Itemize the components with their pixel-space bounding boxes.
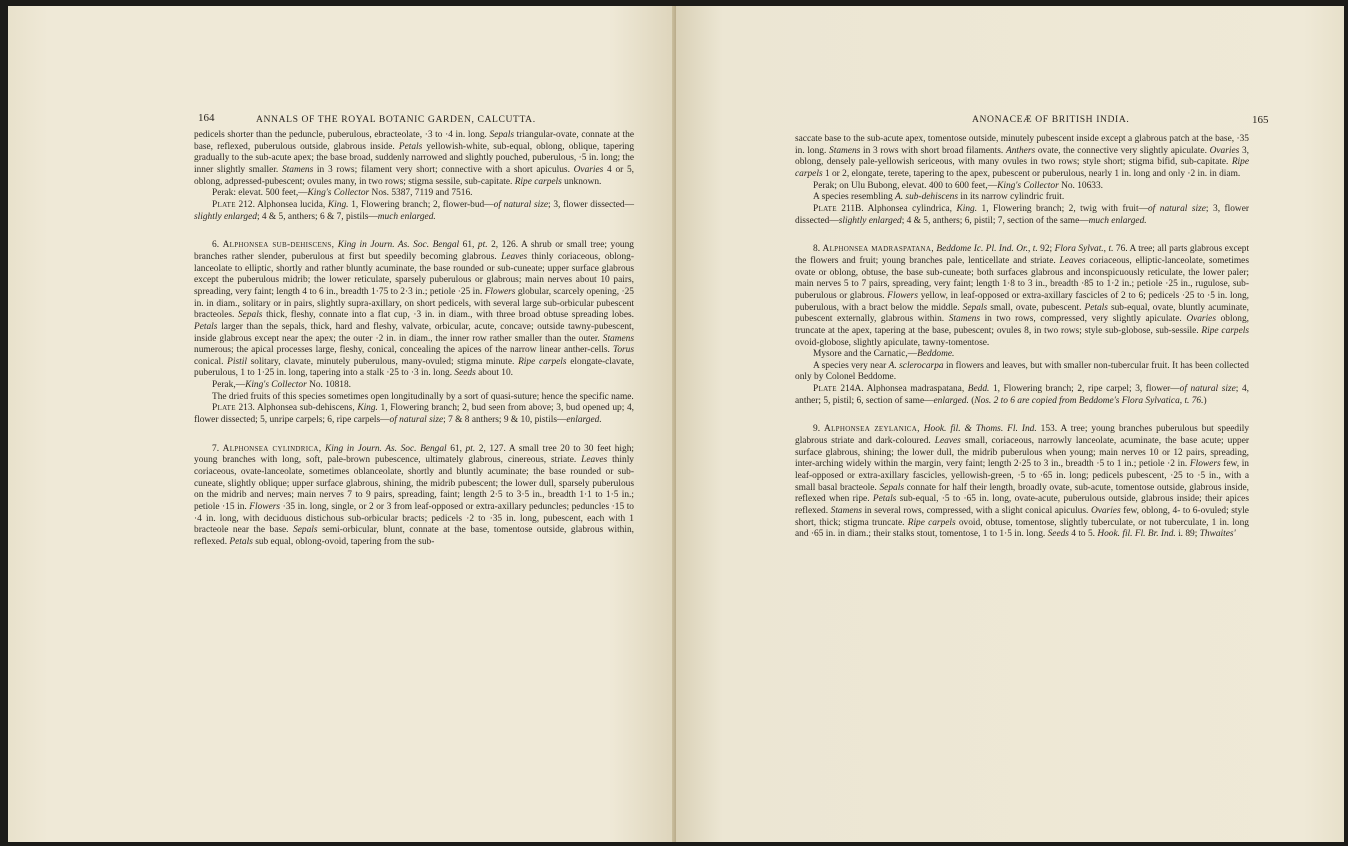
text-run: No. 10818.	[306, 380, 352, 391]
text-run: ,	[1103, 244, 1109, 255]
italic-text: Hook. fil. Fl. Br. Ind.	[1097, 529, 1176, 540]
italic-text: Hook. fil. & Thoms. Fl. Ind.	[923, 424, 1037, 435]
text-run: thinly coriaceous, ovate-lanceolate, sometimes oblanceolate, shortly and bluntly acuminate; the base rounded or sub-cuneate, slightly oblique; upper surface glabrous, shining, the midrib pubescent; the lower dull, sparsely puberulous on the midrib and nerves; main nerves 7 to 9 pairs, spreading, faint; length 2·5 to 3·5 in., breadth 1·1 to 1·5 in.; petiole ·15 in.	[194, 455, 634, 513]
text-run: thinly coriaceous, oblong-lanceolate to elliptic, shortly and rather bluntly acuminate, the base rounded or sub-cuneate; upper surface glabrous except the puberulous midrib; the lower reticulate, sparsely puberulous or glabrous; main nerves about 10 pairs, spreading, very faint; length 4 to 6 in., breadth 1·75 to 2·3 in.; petiole ·25 in.	[194, 251, 634, 297]
italic-text: pt.	[465, 443, 476, 454]
italic-text: Sepals	[237, 310, 263, 321]
italic-text: A. sclerocarpa	[888, 360, 944, 371]
page-number: 165	[1252, 114, 1269, 126]
text-run: Nos. 5387, 7119 and 7516.	[369, 188, 473, 199]
text-run: ; 7 & 8 anthers; 9 & 10, pistils—	[443, 415, 567, 426]
italic-text: Beddome.	[917, 349, 955, 360]
text-run: saccate base to the sub-acute apex, tomentose outside, minutely pubescent inside except a glabrous patch at the base, ·35 in. long.	[795, 134, 1249, 156]
italic-text: Ripe carpels	[514, 176, 562, 187]
text-run: 9.	[813, 424, 825, 435]
text-run: Mysore and the Carnatic,—	[813, 349, 918, 360]
text-run: triangular-ovate, connate at the base, reflexed, puberulous outside, glabrous inside.	[194, 130, 634, 152]
paragraph	[194, 380, 634, 392]
italic-text: Leaves	[581, 455, 608, 466]
page-number: 164	[198, 112, 215, 124]
text-run: 153. A tree; young branches puberulous but speedily glabrous striate and dark-coloured.	[795, 424, 1250, 447]
italic-text: King in Journ. As. Soc. Bengal	[337, 240, 460, 251]
book-spread	[8, 6, 1344, 842]
italic-text: slightly enlarged	[838, 215, 902, 226]
text-run: 76. A tree; all parts glabrous except the flowers and fruit; young branches pale, lenticellate and striate.	[795, 244, 1250, 266]
italic-text: Seeds	[1047, 529, 1069, 540]
italic-text: of natural size	[389, 415, 444, 426]
text-run: in several rows, compressed, with a slight conical apiculus.	[861, 506, 1091, 517]
paragraph	[795, 349, 1249, 361]
text-run: about 10.	[475, 368, 513, 379]
text-run: A species resembling	[813, 192, 896, 203]
text-run: globular, scarcely opening, ·25 in. in diam., solitary or in pairs, slightly supra-axillary, on short pedicels, with several large sub-orbicular pubescent bracteoles.	[194, 286, 634, 321]
text-run: 1, Flowering branch; 2, bud seen from above; 3, bud opened up; 4, flower dissected; 5, unripe carpels; 6, ripe carpels—	[194, 403, 635, 426]
text-run: small, coriaceous, narrowly lanceolate, acuminate, the base acute; upper surface glabrous, shining; the lower dull, the midrib puberulous when young; main nerves 10 or 12 pairs, spreading, inter-arching widely within the margin, very faint; length 2·25 to 3 in., breadth ·5 to 1 in.; petiole ·2 in.	[795, 436, 1250, 470]
text-run: semi-orbicular, blunt, connate at the base, tomentose outside, glabrous within, reflexed.	[194, 525, 635, 547]
paragraph	[795, 192, 1249, 204]
text-run: 211B. Alphonsea cylindrica,	[836, 203, 957, 214]
italic-text: much enlarged.	[1088, 215, 1147, 226]
text-run: few, oblong, 4- to 6-ovuled; style short, thick; stigma truncate.	[795, 506, 1249, 528]
italic-text: Ripe carpels	[795, 157, 1249, 179]
italic-text: King in Journ. As. Soc. Bengal	[324, 443, 447, 454]
italic-text: Flowers	[887, 290, 918, 301]
paragraph	[795, 181, 1249, 193]
text-run: A species very near	[813, 360, 889, 371]
paragraph	[795, 424, 1249, 541]
running-header: ANONACEÆ OF BRITISH INDIA.	[972, 114, 1130, 125]
italic-text: Flora Sylvat.	[1054, 244, 1104, 255]
text-run: ·35 in. long, single, or 2 or 3 from leaf-opposed or extra-axillary peduncles; peduncles ·15 to ·4 in. long, with deciduous distichous sub-orbicular bracts; pedicels ·2 to ·35 in. long, pubescent, each with 1 bracteole near the base.	[194, 502, 634, 536]
small-caps-text: Alphonsea cylindrica,	[222, 443, 322, 454]
paragraph	[194, 403, 634, 426]
italic-text: Bedd.	[967, 384, 990, 395]
text-run: ; 4, anther; 5, pistil; 6, section of same—	[795, 384, 1249, 406]
paragraph	[194, 130, 634, 188]
page-body	[194, 130, 634, 549]
italic-text: Leaves	[1059, 255, 1086, 266]
left-page	[8, 6, 676, 842]
paragraph	[795, 134, 1249, 181]
italic-text: King's Collector	[307, 188, 370, 199]
italic-text: Stamens	[281, 164, 314, 175]
text-run: solitary, clavate, minutely puberulous, many-ovuled; stigma minute.	[246, 356, 519, 367]
italic-text: Petals	[229, 537, 253, 547]
text-run: sub-equal, ·5 to ·65 in. long, ovate-acute, puberulous outside, glabrous inside; their apices reflexed.	[795, 494, 1249, 517]
text-run: 7.	[212, 443, 223, 454]
italic-text: Stamens	[948, 314, 980, 325]
italic-text: Torus	[612, 345, 634, 356]
text-run: sub equal, oblong-ovoid, tapering from the sub-	[252, 537, 435, 547]
paragraph	[194, 240, 634, 380]
italic-text: enlarged.	[566, 415, 602, 426]
paragraph	[795, 384, 1249, 407]
italic-text: Leaves	[501, 251, 528, 262]
text-run: ; 4 & 5, anthers; 6, pistil; 7, section of the same—	[901, 215, 1089, 226]
italic-text: Flowers	[249, 502, 281, 513]
italic-text: pt.	[477, 240, 488, 251]
italic-text: t.	[1032, 244, 1038, 255]
italic-text: Ovaries	[1186, 314, 1216, 325]
text-run: larger than the sepals, thick, hard and fleshy, valvate, orbicular, acute, concave; outside tawny-pubescent, inside glabrous except near the apex; the outer ·2 in. in diam., the inner row rather smaller than the outer.	[194, 321, 634, 344]
text-run: conical.	[194, 356, 228, 367]
text-run: ovoid-globose, slightly apiculate, tawny-tomentose.	[795, 337, 990, 348]
italic-text: Beddome Ic. Pl. Ind. Or.	[936, 244, 1028, 255]
text-run: 2, 126. A shrub or small tree; young branches rather slender, puberulous at first but speedily becoming glabrous.	[194, 240, 634, 262]
page-body	[795, 134, 1249, 541]
text-run: ovate, the connective very slightly apiculate.	[1035, 145, 1210, 156]
text-run: 2, 127. A small tree 20 to 30 feet high; young branches with long, soft, pale-brown pubescence, ultimately glabrous, cinereous, striate.	[194, 443, 634, 466]
text-run: oblong, truncate at the apex, tapering at the base, pubescent; ovules 8, in two rows; style sub-globose, sub-sessile.	[795, 314, 1249, 336]
text-run: coriaceous, elliptic-lanceolate, sometimes ovate or oblong, obtuse, the base sub-cuneate; both surfaces glabrous and inconspicuously reticulate, the lower paler; main nerves 5 to 7 pairs, spreading, very faint; length 1·8 to 3 in., breadth ·85 to 1·2 in.; petiole ·25 in., rugulose, sub-puberulous or glabrous.	[795, 255, 1249, 301]
text-run: i. 89;	[1175, 529, 1200, 540]
text-run: ; 3, flower dissected—	[548, 199, 634, 210]
italic-text: A. sub-dehiscens	[895, 192, 959, 203]
running-header: ANNALS OF THE ROYAL BOTANIC GARDEN, CALCUTTA.	[256, 114, 536, 125]
italic-text: of natural size	[493, 199, 549, 210]
italic-text: Ripe carpels	[518, 356, 567, 367]
italic-text: Ovaries	[1090, 506, 1121, 517]
italic-text: much enlarged.	[377, 211, 436, 222]
text-run: The dried fruits of this species sometimes open longitudinally by a sort of quasi-suture; hence the specific name.	[212, 391, 634, 402]
text-run: ; 3, flower dissected—	[795, 203, 1249, 226]
text-run: 3, oblong, densely pale-yellowish sericeous, with many ovules in two rows; style short; stigma bifid, sub-capitate.	[795, 145, 1250, 168]
right-page	[676, 6, 1344, 842]
italic-text: Seeds	[454, 368, 476, 379]
text-run: ,	[1027, 244, 1033, 255]
italic-text: Flowers	[484, 286, 516, 297]
italic-text: King's Collector	[245, 380, 307, 391]
text-run: yellow, in leaf-opposed or extra-axillary fascicles of 2 to 6; pedicels ·25 to ·5 in. long, puberulous, with a bract below the middle.	[795, 290, 1249, 313]
italic-text: Sepals	[293, 525, 318, 536]
text-run: few, in leaf-opposed or extra-axillary fascicles, yellowish-green, ·5 to ·65 in. long; pedicels pubescent, ·25 to ·5 in., with a small basal bracteole.	[795, 459, 1249, 493]
text-run: in flowers and leaves, but with smaller non-tubercular fruit. It has been collected only by Colonel Beddome.	[795, 360, 1249, 383]
text-run: 213. Alphonsea sub-dehiscens,	[235, 403, 358, 414]
italic-text: Nos. 2 to 6 are copied from Beddome's Flora Sylvatica, t. 76.	[974, 395, 1204, 406]
small-caps-text: Plate	[813, 384, 837, 395]
text-run: 1, Flowering branch; 2, ripe carpel; 3, flower—	[989, 384, 1180, 395]
text-run: ovoid, obtuse, tomentose, slightly tuberculate, or not tuberculate, 1 in. long and ·65 in. in diam.; their stalks stout, tomentose, 1 to 1·5 in. long.	[795, 517, 1249, 540]
paragraph	[194, 444, 634, 549]
italic-text: Ovaries	[573, 164, 604, 175]
small-caps-text: Plate	[212, 199, 236, 210]
italic-text: Sepals	[489, 130, 514, 140]
paragraph	[194, 200, 634, 223]
text-run: 92;	[1037, 244, 1055, 255]
italic-text: Stamens	[830, 506, 862, 517]
text-run: 8.	[813, 244, 823, 255]
paragraph	[795, 361, 1249, 384]
text-run: 1 or 2, elongate, terete, tapering to the apex, pubescent or puberulous, nearly 1 in. long and only ·2 in. in diam.	[822, 168, 1241, 179]
text-run: 61,	[446, 443, 466, 454]
text-run: in 3 rows; filament very short; connective with a short apiculus.	[313, 164, 574, 175]
italic-text: King.	[357, 403, 378, 414]
text-run: Perak,—	[212, 380, 246, 391]
text-run: 6.	[212, 240, 223, 251]
text-run: 4 to 5.	[1068, 529, 1098, 540]
text-run: unknown.	[561, 176, 602, 187]
italic-text: Pistil	[227, 356, 247, 367]
text-run: small, ovate, pubescent.	[987, 302, 1085, 313]
text-run: elongate-clavate, puberulous, 1 to 1·25 in. long, tapering into a stalk ·25 to ·3 in. long.	[194, 356, 635, 379]
text-run: Perak: elevat. 500 feet,—	[212, 188, 308, 199]
text-run: thick, fleshy, connate into a flat cup, ·3 in. in diam., with three broad obtuse spreading lobes.	[262, 310, 634, 321]
paragraph	[194, 188, 634, 200]
text-run: yellowish-white, sub-equal, oblong, oblique, tapering gradually to the sub-acute apex; the base broad, suddenly narrowed and slightly pouched, puberulous, ·5 in. long; the inner slightly smaller.	[194, 141, 635, 175]
paragraph	[194, 392, 634, 404]
italic-text: King's Collector	[997, 180, 1059, 191]
small-caps-text: Alphonsea sub-dehiscens,	[222, 240, 335, 251]
text-run: in 3 rows with short broad filaments.	[860, 145, 1006, 156]
text-run: Perak; on Ulu Bubong, elevat. 400 to 600 feet,—	[813, 180, 998, 191]
italic-text: of natural size	[1179, 384, 1236, 395]
italic-text: Stamens	[829, 145, 861, 156]
italic-text: of natural size	[1147, 203, 1206, 214]
italic-text: Leaves	[934, 436, 961, 447]
italic-text: t.	[1108, 244, 1114, 255]
text-run: )	[1203, 395, 1207, 406]
italic-text: King.	[956, 203, 978, 214]
small-caps-text: Plate	[212, 403, 236, 414]
italic-text: Thwaites'	[1199, 529, 1236, 540]
small-caps-text: Alphonsea madraspatana,	[822, 244, 934, 255]
italic-text: enlarged.	[933, 395, 969, 406]
italic-text: Petals	[1084, 302, 1108, 313]
italic-text: Petals	[194, 321, 218, 332]
paragraph	[795, 244, 1249, 349]
text-run: connate for half their length, broadly ovate, sub-acute, tomentose outside, glabrous inside, reflexed when ripe.	[795, 482, 1249, 505]
italic-text: Sepals	[962, 302, 988, 313]
text-run: in two rows, compressed, very slightly apiculate.	[979, 314, 1187, 325]
text-run: (	[968, 395, 975, 406]
italic-text: Sepals	[879, 482, 904, 493]
italic-text: Ripe carpels	[1201, 325, 1250, 336]
italic-text: Petals	[398, 141, 423, 152]
italic-text: Ovaries	[1209, 145, 1240, 156]
small-caps-text: Alphonsea zeylanica,	[824, 424, 920, 435]
paragraph	[795, 204, 1249, 227]
text-run: 214A. Alphonsea madraspatana,	[836, 384, 968, 395]
italic-text: Flowers	[1189, 459, 1221, 470]
text-run: sub-equal, ovate, bluntly acuminate, pubescent externally, glabrous within.	[795, 302, 1249, 325]
text-run: ; 4 & 5, anthers; 6 & 7, pistils—	[256, 211, 378, 222]
italic-text: Ripe carpels	[907, 517, 956, 528]
italic-text: Stamens	[602, 333, 634, 344]
text-run: pedicels shorter than the peduncle, puberulous, ebracteolate, ·3 to ·4 in. long.	[194, 130, 490, 140]
text-run: in its narrow cylindric fruit.	[958, 192, 1065, 203]
italic-text: Petals	[872, 494, 897, 505]
small-caps-text: Plate	[813, 203, 837, 214]
italic-text: slightly enlarged	[194, 211, 257, 222]
text-run: 4 or 5, oblong, adpressed-pubescent; ovules many, in two rows; stigma sessile, sub-capitate.	[194, 164, 635, 187]
text-run: numerous; the apical processes large, fleshy, conical, concealing the apices of the narrow linear anther-cells.	[194, 345, 613, 356]
text-run: 212. Alphonsea lucida,	[235, 199, 328, 210]
italic-text: King.	[327, 199, 349, 210]
text-run: No. 10633.	[1058, 180, 1104, 191]
text-run: 1, Flowering branch; 2, flower-bud—	[348, 199, 494, 210]
text-run: 1, Flowering branch; 2, twig with fruit—	[977, 203, 1148, 214]
italic-text: Anthers	[1005, 145, 1036, 156]
text-run: 61,	[459, 240, 478, 251]
